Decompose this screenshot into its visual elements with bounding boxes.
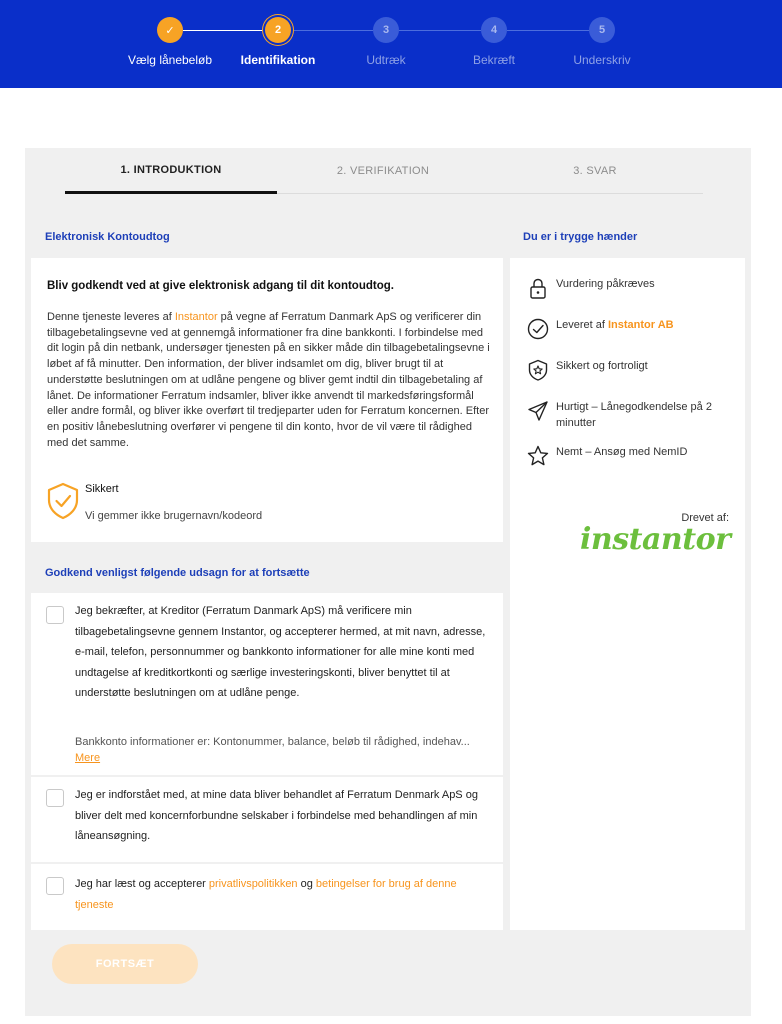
trust-item xyxy=(526,317,734,341)
trust-item xyxy=(526,444,734,468)
consent-checkbox-privacy[interactable] xyxy=(46,877,64,895)
consent-text: Jeg er indforstået med, at mine data bliver behandlet af Ferratum Denmark ApS og bliver delt med koncernforbundne selskaber i forbindelse med behandlingen af min låneansøgning. xyxy=(75,789,478,843)
tab-verification[interactable]: 2. VERIFIKATION xyxy=(336,165,430,177)
main-panel xyxy=(25,148,751,1016)
consent-item xyxy=(31,777,503,862)
shield-star-icon xyxy=(526,358,550,382)
star-icon xyxy=(526,444,550,468)
trust-text: Sikkert og fortroligt xyxy=(556,360,648,372)
trust-section-title: Du er i trygge hænder xyxy=(523,231,638,243)
continue-button[interactable]: FORTSÆT xyxy=(52,944,198,984)
step-sign xyxy=(552,17,652,67)
intro-body-text: på vegne af Ferratum Danmark ApS og verificerer din tilbagebetalingsevne ved at gennemgå informationer fra dine bankkonti. I forbindelse med dit login på din netbank, undersøger tjenesten på en sikker måde din tilbagebetalingsevne i løbet af få minutter. Den information, der bliver indsamlet om dig, bliver brugt til at understøtte beslutningen om at udlåne pengene og bliver gemt indtil din tilbagebetaling af lånet. De informationer Ferratum indsamler, bliver ikke anvendt til markedsføringsformål eller andre formål, og bliver ikke overført til tredjeparter uden for Ferratum koncernen. Efter en positiv lånebeslutning overfører vi pengene til din konto, hvor de vil være til rådighed med det samme. xyxy=(47,311,490,449)
consent-subtext xyxy=(75,734,487,766)
trust-text: Nemt – Ansøg med NemID xyxy=(556,446,688,458)
paper-plane-icon xyxy=(526,399,550,423)
intro-card xyxy=(31,258,503,542)
intro-heading: Bliv godkendt ved at give elektronisk adgang til dit kontoudtog. xyxy=(47,280,394,292)
trust-text xyxy=(556,317,734,333)
step-label: Identifikation xyxy=(240,53,316,67)
consent-text-part: og xyxy=(297,878,316,890)
check-circle-icon xyxy=(526,317,550,341)
tab-bar xyxy=(65,148,703,194)
trust-item xyxy=(526,276,734,300)
trust-text: Vurdering påkræves xyxy=(556,278,655,290)
consent-text: Jeg bekræfter, at Kreditor (Ferratum Danmark ApS) må verificere min tilbagebetalingsevne gennem Instantor, og accepterer hermed, at mit navn, adresse, e-mail, telefon, personnummer og bankkonto informationer for alle mine konti med undtagelse af kreditkortkonti og særlige investeringskonti, bliver benyttet til at understøtte beslutningen om at udlåne penge. xyxy=(75,605,486,700)
tab-introduction[interactable]: 1. INTRODUKTION xyxy=(65,148,277,194)
trust-text: Hurtigt – Lånegodkendelse på 2 minutter xyxy=(556,401,712,429)
step-check-icon: ✓ xyxy=(157,17,183,43)
privacy-policy-link[interactable]: privatlivspolitikken xyxy=(208,878,298,890)
instantor-ab-link[interactable]: Instantor AB xyxy=(607,319,674,331)
intro-body xyxy=(47,310,491,451)
step-label: Udtræk xyxy=(366,53,406,67)
trust-item xyxy=(526,399,734,431)
step-choose-amount xyxy=(120,17,220,67)
terms-link[interactable]: betingelser for brug af denne tjeneste xyxy=(75,878,457,911)
powered-by-label: Drevet af: xyxy=(681,512,729,524)
consent-section-title: Godkend venligst følgende udsagn for at fortsætte xyxy=(45,567,310,579)
consent-text xyxy=(75,874,487,915)
more-link[interactable]: Mere xyxy=(75,752,101,764)
consent-checkbox-verification[interactable] xyxy=(46,606,64,624)
shield-check-icon xyxy=(46,482,80,520)
progress-header xyxy=(0,0,782,88)
intro-section-title: Elektronisk Kontoudtog xyxy=(45,231,170,243)
step-number: 2 xyxy=(265,17,291,43)
step-number: 5 xyxy=(589,17,615,43)
consent-subtext-body: Bankkonto informationer er: Kontonummer, balance, beløb til rådighed, indehav... xyxy=(75,736,470,748)
consent-checkbox-data-processing[interactable] xyxy=(46,789,64,807)
consent-item xyxy=(31,864,503,930)
step-label: Vælg lånebeløb xyxy=(127,53,213,67)
step-confirm xyxy=(444,17,544,67)
consent-text-part: Jeg har læst og accepterer xyxy=(75,878,209,890)
intro-body-text: Denne tjeneste leveres af xyxy=(47,311,175,323)
step-label: Bekræft xyxy=(472,53,515,67)
lock-icon xyxy=(526,276,550,300)
tab-answer[interactable]: 3. SVAR xyxy=(573,165,617,177)
trust-text-part: Leveret af xyxy=(556,319,608,331)
secure-subtitle: Vi gemmer ikke brugernavn/kodeord xyxy=(85,510,263,522)
step-extract xyxy=(336,17,436,67)
secure-title: Sikkert xyxy=(85,483,119,495)
step-number: 4 xyxy=(481,17,507,43)
instantor-logo: instantor xyxy=(580,522,731,557)
trust-card xyxy=(510,258,745,930)
step-identification xyxy=(228,17,328,67)
trust-item xyxy=(526,358,734,382)
instantor-link[interactable]: Instantor xyxy=(174,311,218,323)
step-label: Underskriv xyxy=(573,53,631,67)
consent-item xyxy=(31,593,503,775)
step-number: 3 xyxy=(373,17,399,43)
